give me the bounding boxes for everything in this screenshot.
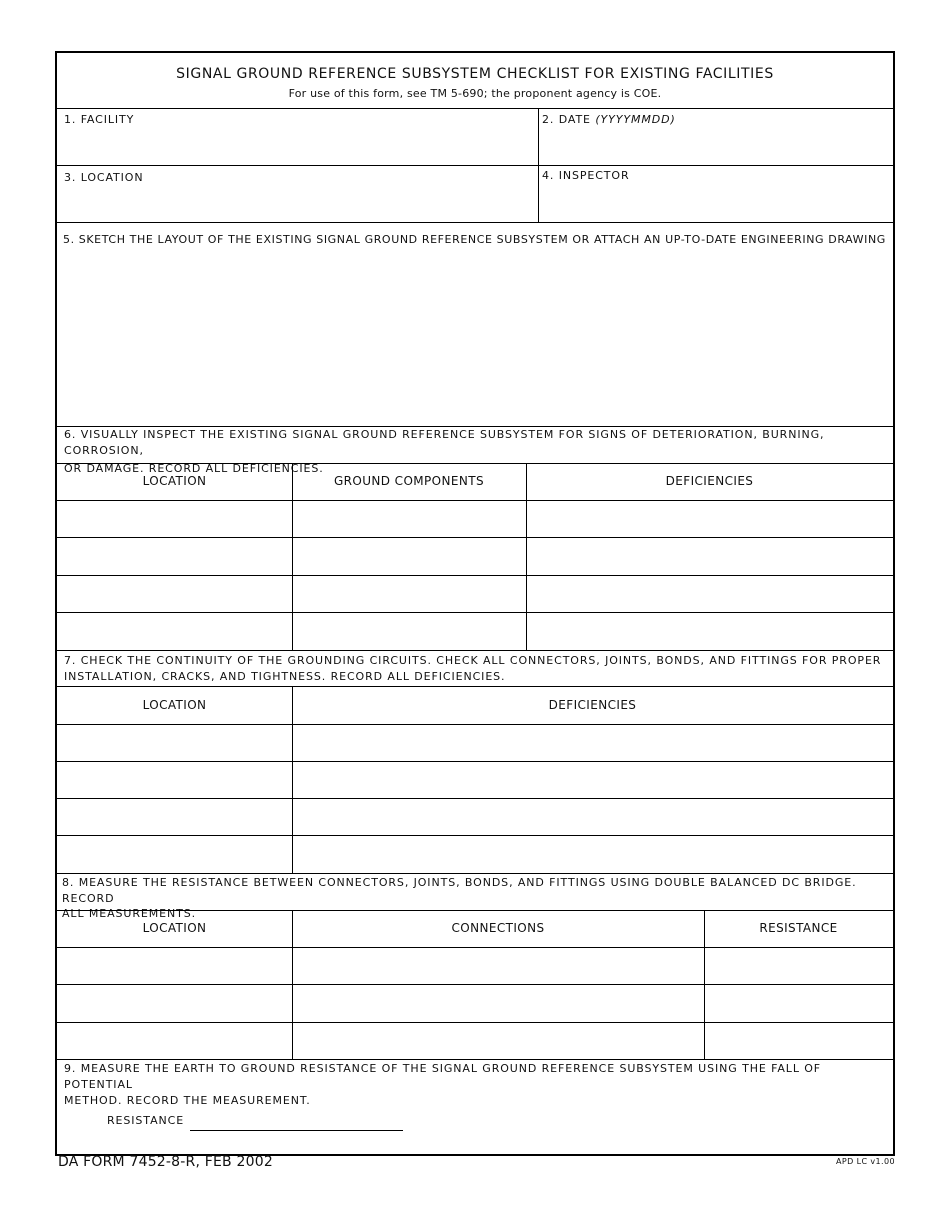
section8-line1: 8. MEASURE THE RESISTANCE BETWEEN CONNECTORS, JOINTS, BONDS, AND FITTINGS USING DOUBLE BALANCED DC BRIDGE. RECORD bbox=[62, 876, 857, 905]
s6-col-ground-components: GROUND COMPONENTS bbox=[333, 474, 485, 488]
s7-cell[interactable] bbox=[58, 725, 291, 761]
date-format-hint: (YYYYMMDD) bbox=[595, 113, 676, 126]
divider bbox=[57, 873, 893, 874]
s7-cell[interactable] bbox=[293, 762, 892, 798]
date-label: 2. DATE (YYYYMMDD) bbox=[542, 113, 676, 126]
divider bbox=[57, 1059, 893, 1060]
section7-instruction bbox=[64, 653, 881, 685]
s8-col-connections: CONNECTIONS bbox=[451, 921, 545, 935]
facility-label: 1. FACILITY bbox=[64, 113, 135, 126]
section7-line1: 7. CHECK THE CONTINUITY OF THE GROUNDING CIRCUITS. CHECK ALL CONNECTORS, JOINTS, BONDS, AND FITTINGS FOR PROPER bbox=[64, 654, 882, 667]
location-label: 3. LOCATION bbox=[64, 171, 144, 184]
s6-cell[interactable] bbox=[293, 501, 525, 537]
s7-cell[interactable] bbox=[58, 762, 291, 798]
s6-cell[interactable] bbox=[527, 538, 892, 574]
s6-cell[interactable] bbox=[58, 538, 291, 574]
sketch-area[interactable] bbox=[58, 253, 892, 425]
divider bbox=[57, 686, 893, 687]
section9-line2: METHOD. RECORD THE MEASUREMENT. bbox=[64, 1094, 311, 1107]
section6-line1: 6. VISUALLY INSPECT THE EXISTING SIGNAL GROUND REFERENCE SUBSYSTEM FOR SIGNS OF DETERIORATION, BURNING, CORROSION, bbox=[64, 428, 825, 457]
location-field[interactable] bbox=[58, 166, 537, 222]
resistance-label: RESISTANCE bbox=[107, 1114, 185, 1127]
section8-instruction bbox=[62, 875, 893, 922]
s6-cell[interactable] bbox=[527, 576, 892, 612]
section6-instruction bbox=[64, 427, 893, 477]
s8-cell[interactable] bbox=[293, 948, 703, 984]
form-subtitle: For use of this form, see TM 5-690; the proponent agency is COE. bbox=[288, 87, 662, 100]
s8-cell[interactable] bbox=[58, 1023, 291, 1059]
s6-cell[interactable] bbox=[527, 613, 892, 649]
s7-col-deficiencies: DEFICIENCIES bbox=[548, 698, 637, 712]
facility-field[interactable] bbox=[58, 109, 537, 165]
s8-cell[interactable] bbox=[705, 948, 892, 984]
s7-cell[interactable] bbox=[293, 799, 892, 835]
version-label: APD LC v1.00 bbox=[836, 1157, 895, 1166]
s6-cell[interactable] bbox=[58, 613, 291, 649]
section8-line2: ALL MEASUREMENTS. bbox=[62, 907, 197, 920]
section5-instruction: 5. SKETCH THE LAYOUT OF THE EXISTING SIGNAL GROUND REFERENCE SUBSYSTEM OR ATTACH AN UP-TO-DATE ENGINEERING DRAWING bbox=[63, 233, 886, 246]
resistance-underline bbox=[190, 1130, 403, 1131]
s8-cell[interactable] bbox=[705, 1023, 892, 1059]
divider bbox=[57, 910, 893, 911]
inspector-label: 4. INSPECTOR bbox=[542, 169, 630, 182]
s8-cell[interactable] bbox=[293, 1023, 703, 1059]
s8-col-resistance: RESISTANCE bbox=[759, 921, 838, 935]
date-field[interactable] bbox=[539, 109, 892, 165]
s6-col-deficiencies: DEFICIENCIES bbox=[665, 474, 754, 488]
section7-line2: INSTALLATION, CRACKS, AND TIGHTNESS. RECORD ALL DEFICIENCIES. bbox=[64, 670, 506, 683]
s6-cell[interactable] bbox=[293, 576, 525, 612]
s8-cell[interactable] bbox=[705, 985, 892, 1021]
form-id: DA FORM 7452-8-R, FEB 2002 bbox=[58, 1154, 273, 1170]
divider bbox=[57, 463, 893, 464]
s8-cell[interactable] bbox=[58, 985, 291, 1021]
s8-cell[interactable] bbox=[58, 948, 291, 984]
s7-cell[interactable] bbox=[293, 836, 892, 872]
s6-cell[interactable] bbox=[527, 501, 892, 537]
s6-col-location: LOCATION bbox=[142, 474, 207, 488]
divider bbox=[57, 650, 893, 651]
s8-col-location: LOCATION bbox=[142, 921, 207, 935]
s7-col-location: LOCATION bbox=[142, 698, 207, 712]
s7-cell[interactable] bbox=[58, 836, 291, 872]
section9-instruction bbox=[64, 1061, 893, 1109]
s8-cell[interactable] bbox=[293, 985, 703, 1021]
inspector-field[interactable] bbox=[539, 166, 892, 222]
s7-cell[interactable] bbox=[293, 725, 892, 761]
s6-cell[interactable] bbox=[293, 613, 525, 649]
section6-line2: OR DAMAGE. RECORD ALL DEFICIENCIES. bbox=[64, 462, 324, 475]
s6-cell[interactable] bbox=[293, 538, 525, 574]
resistance-input[interactable] bbox=[190, 1110, 403, 1130]
checklist-form bbox=[55, 51, 895, 1156]
s7-cell[interactable] bbox=[58, 799, 291, 835]
form-title: SIGNAL GROUND REFERENCE SUBSYSTEM CHECKLIST FOR EXISTING FACILITIES bbox=[176, 66, 774, 82]
divider bbox=[57, 222, 893, 223]
s6-cell[interactable] bbox=[58, 576, 291, 612]
s6-cell[interactable] bbox=[58, 501, 291, 537]
section9-line1: 9. MEASURE THE EARTH TO GROUND RESISTANCE OF THE SIGNAL GROUND REFERENCE SUBSYSTEM USING THE FALL OF POTENTIAL bbox=[64, 1062, 822, 1091]
